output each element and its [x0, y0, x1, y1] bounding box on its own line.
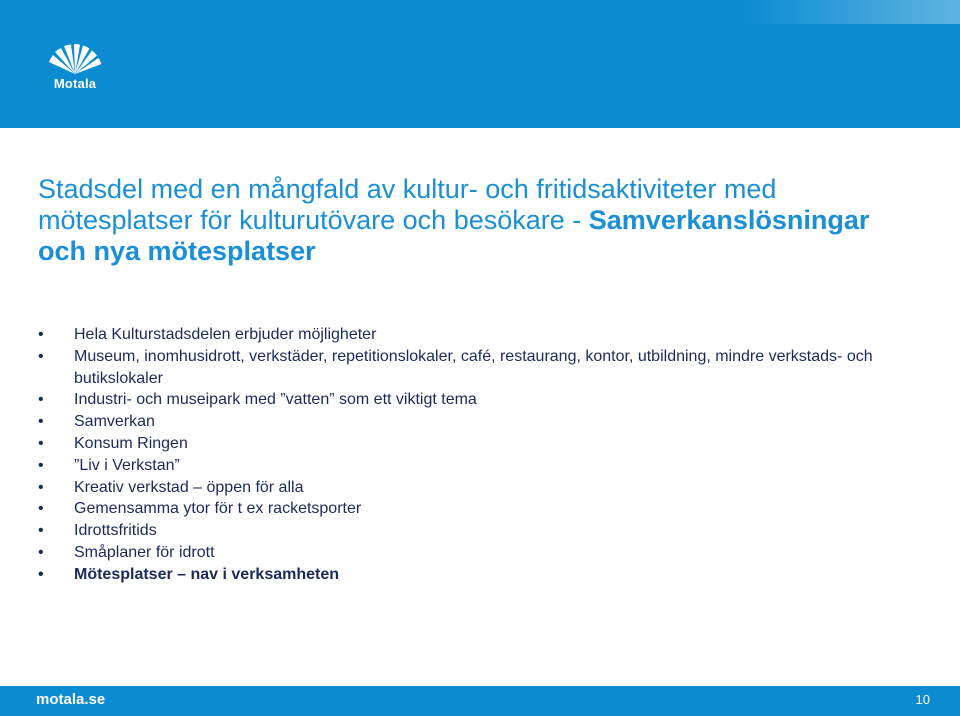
title-part-bold: Samverkanslösningar och nya mötesplatser — [38, 205, 870, 266]
footer-site-link[interactable]: motala.se — [36, 691, 106, 708]
page-number: 10 — [915, 692, 930, 707]
page-title — [38, 174, 918, 267]
header-fade — [740, 0, 960, 24]
bullet-item: • Hela Kulturstadsdelen erbjuder möjligheter — [38, 324, 898, 346]
title-part-regular: Stadsdel med en mångfald av kultur- och fritidsaktiviteter med mötesplatser för kulturutövare och besökare - — [38, 174, 777, 235]
bullet-item: • ”Liv i Verkstan” — [38, 455, 898, 477]
bullet-item: • Konsum Ringen — [38, 433, 898, 455]
header-band — [0, 0, 960, 128]
bullet-item: • Idrottsfritids — [38, 520, 898, 542]
bullet-item-bold: • Mötesplatser – nav i verksamheten — [38, 564, 898, 586]
bullet-item: • Museum, inomhusidrott, verkstäder, repetitionslokaler, café, restaurang, kontor, utbildning, mindre verkstads- och butikslokaler — [38, 346, 898, 390]
bullet-list — [38, 324, 898, 586]
logo-text: Motala — [53, 76, 97, 91]
footer-band — [0, 686, 960, 716]
bullet-item: • Småplaner för idrott — [38, 542, 898, 564]
bullet-item: • Kreativ verkstad – öppen för alla — [38, 477, 898, 499]
bullet-item: • Industri- och museipark med ”vatten” som ett viktigt tema — [38, 389, 898, 411]
bullet-item: • Samverkan — [38, 411, 898, 433]
bullet-item: • Gemensamma ytor för t ex racketsporter — [38, 498, 898, 520]
